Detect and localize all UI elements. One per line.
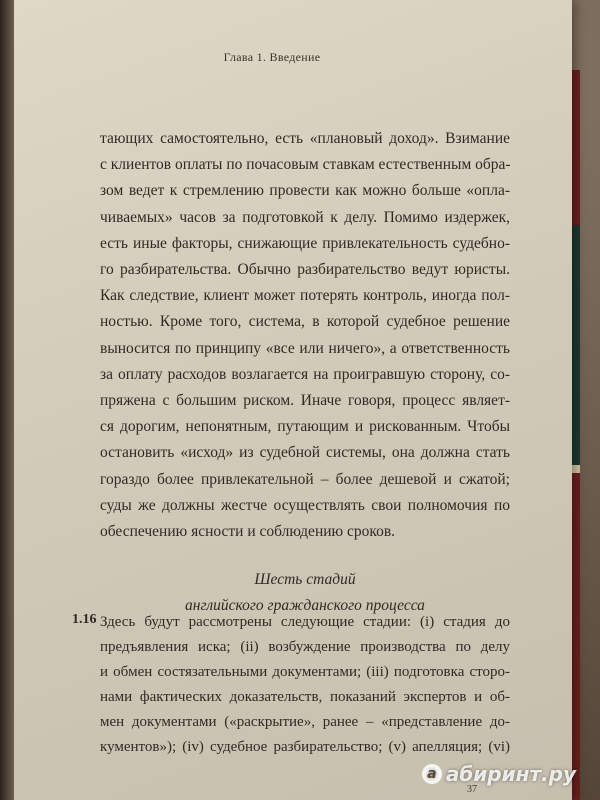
body-line: Как следствие, клиент может потерять контроль, иногда пол- xyxy=(100,287,510,305)
body-line: суды же должны жестче осуществлять свои полномочия по xyxy=(100,496,510,514)
paragraph-line: Здесь будут рассмотрены следующие стадии: (i) стадия до xyxy=(100,614,510,630)
section-heading-line-1: Шесть стадий xyxy=(254,571,356,588)
paragraph-text xyxy=(100,610,510,760)
watermark xyxy=(422,762,576,786)
body-line: есть иные факторы, снижающие привлекательность судебно- xyxy=(100,234,510,252)
body-line: остановить «исход» из судебной системы, она должна стать xyxy=(100,444,510,462)
body-text xyxy=(100,126,510,545)
body-line: с клиентов оплаты по почасовым ставкам естественным обра- xyxy=(100,156,511,174)
book-page xyxy=(12,0,572,800)
body-line: за оплату расходов возлагается на проигравшую сторону, со- xyxy=(100,365,510,383)
section-heading-line-2: английского гражданского процесса xyxy=(185,597,425,614)
body-line: обеспечению ясности и соблюдению сроков. xyxy=(100,523,396,541)
paragraph-line: мен документами («раскрытие», ранее – «представление до- xyxy=(100,714,510,730)
paragraph-line: предъявления иска; (ii) возбуждение производства по делу xyxy=(100,639,510,655)
body-line: чиваемых» часов за подготовкой к делу. Помимо издержек, xyxy=(100,208,510,226)
running-head: Глава 1. Введение xyxy=(223,50,321,64)
labirint-logo-icon: a xyxy=(422,764,442,784)
body-line: го разбирательства. Обычно разбирательство ведут юристы. xyxy=(100,261,510,279)
watermark-text: абиринт.ру xyxy=(445,762,576,786)
body-line: тающих самостоятельно, есть «плановый доход». Взимание xyxy=(100,130,510,147)
body-line: выносится по принципу «все или ничего», а ответственность xyxy=(100,339,510,357)
book-spine-shadow xyxy=(0,0,14,800)
body-line: ся дорогим, непонятным, путающим и рискованным. Чтобы xyxy=(100,418,510,436)
body-line: ностью. Кроме того, система, в которой судебное решение xyxy=(100,313,510,331)
paragraph-line: и обмен состязательными документами; (iii) подготовка сторо- xyxy=(100,664,510,680)
body-line: гораздо более привлекательной – более дешевой и сжатой; xyxy=(100,470,510,488)
body-line: пряжена с большим риском. Иначе говоря, процесс являет- xyxy=(100,392,510,410)
page-number: 37 xyxy=(467,784,477,795)
body-line: зом ведет к стремлению провести как можно больше «опла- xyxy=(100,182,510,200)
paragraph-line: нами фактических доказательств, показаний экспертов и об- xyxy=(100,689,510,705)
paragraph-number: 1.16 xyxy=(72,612,97,627)
paragraph-line: кументов»); (iv) судебное разбирательство; (v) апелляция; (vi) xyxy=(100,739,510,755)
